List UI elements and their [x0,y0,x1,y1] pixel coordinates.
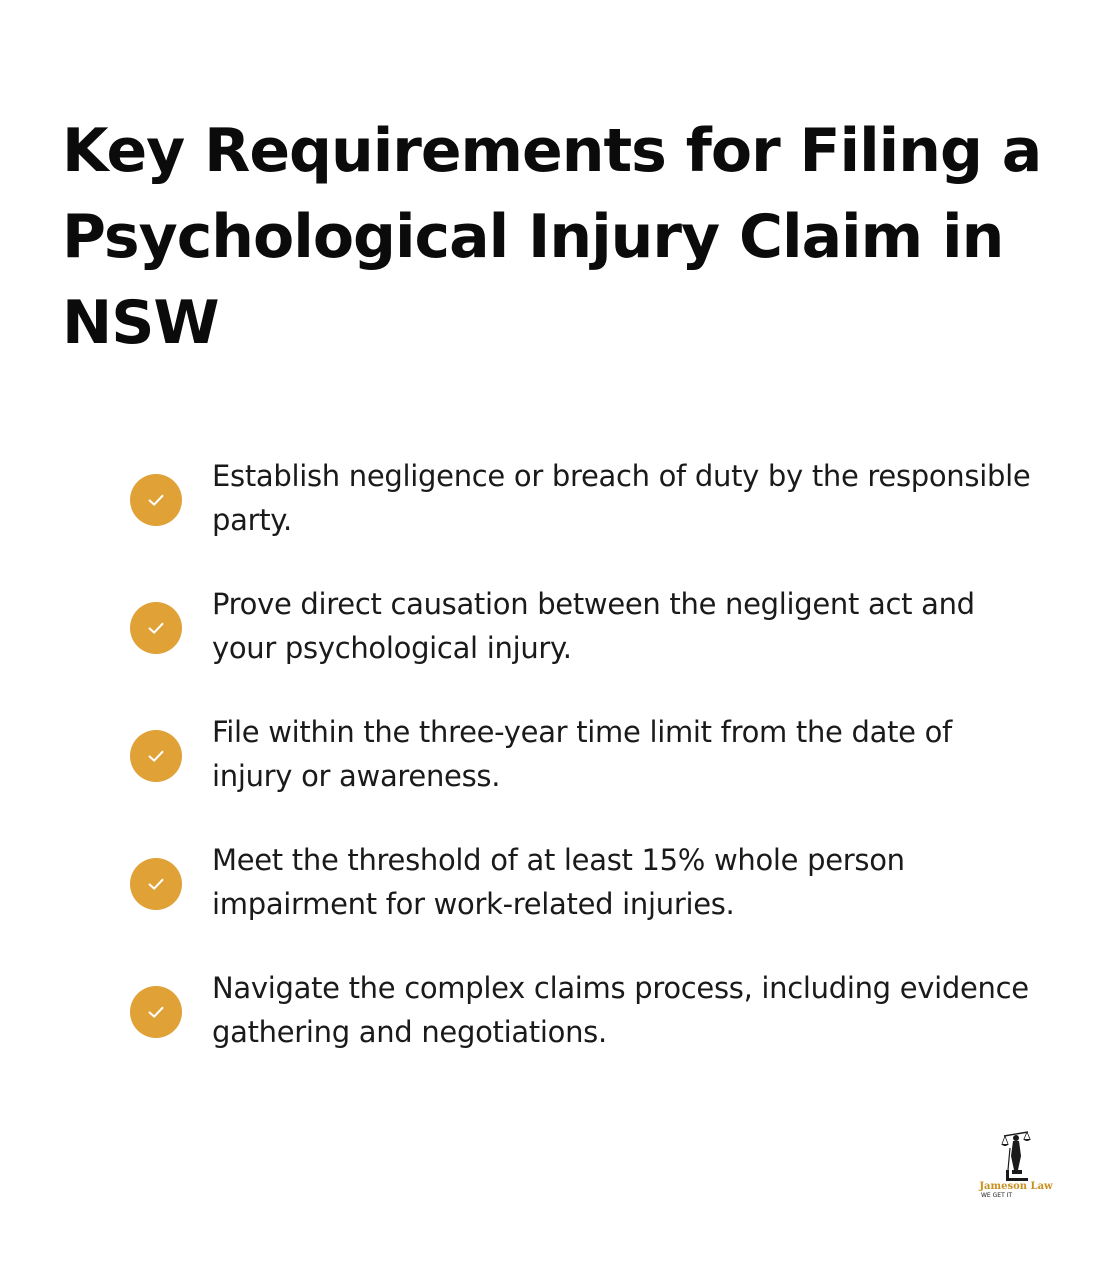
requirement-text: File within the three-year time limit from the date of injury or awareness. [212,715,952,793]
requirement-text: Prove direct causation between the negligent act and your psychological injury. [212,587,975,665]
logo-name: Jameson Law [979,1181,1053,1192]
requirement-text: Establish negligence or breach of duty by the responsible party. [212,459,1031,537]
check-circle-icon [130,474,182,526]
list-item [130,454,1030,582]
requirement-text: Meet the threshold of at least 15% whole person impairment for work-related injuries. [212,843,905,921]
requirements-list [130,454,1030,1094]
check-circle-icon [130,602,182,654]
list-item [130,710,1030,838]
check-circle-icon [130,730,182,782]
requirement-text: Navigate the complex claims process, including evidence gathering and negotiations. [212,971,1029,1049]
brand-logo [976,1126,1056,1206]
check-circle-icon [130,986,182,1038]
lady-justice-icon [996,1126,1036,1182]
logo-tagline: WE GET IT [981,1192,1013,1199]
check-circle-icon [130,858,182,910]
list-item [130,582,1030,710]
list-item [130,966,1030,1094]
list-item [130,838,1030,966]
page-title: Key Requirements for Filing a Psychological Injury Claim in NSW [62,116,1042,358]
